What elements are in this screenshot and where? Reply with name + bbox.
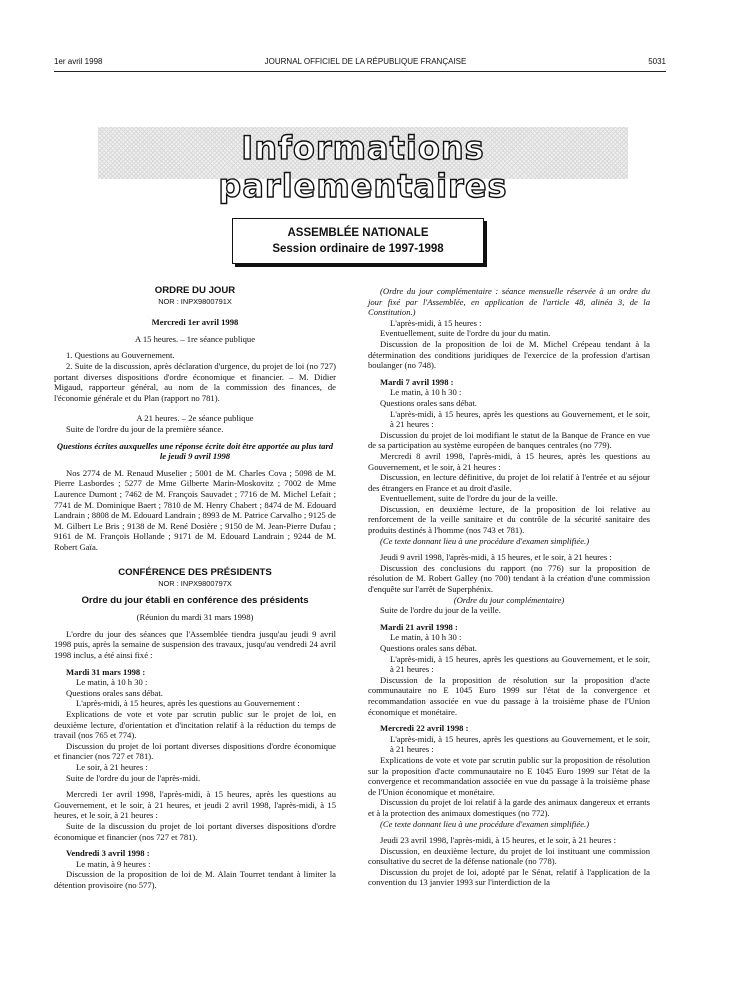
tourret: Discussion de la proposition de loi de M. Alain Tourret tendant à limiter la détention provisoire (no 577). [54,869,336,890]
header-journal: JOURNAL OFFICIEL DE LA RÉPUBLIQUE FRANÇAISE [264,57,467,66]
apm2: L'après-midi, à 15 heures : [390,317,482,328]
conference-subtitle: Ordre du jour établi en conférence des présidents [81,594,309,606]
simplif1: (Ce texte donnant lieu à une procédure d'examen simplifiée.) [380,535,590,546]
mardi21: Mardi 21 avril 1998 : [380,621,458,632]
jeudi23: Jeudi 23 avril 1998, l'après-midi, à 15 heures, et le soir, à 21 heures : [380,835,617,846]
item1: 1. Questions au Gouvernement. [66,350,175,361]
event2: Eventuellement, suite de l'ordre du jour de la veille. [380,493,558,504]
suite3: Suite de la discussion du projet de loi portant diverses dispositions d'ordre économique et financier (nos 727 et 781). [54,820,336,842]
matin4: Le matin, à 10 h 30 : [390,632,462,643]
jeudi9: Jeudi 9 avril 1998, l'après-midi, à 15 heures, et le soir, à 21 heures : [380,552,612,563]
odjc: (Ordre du jour complémentaire) [453,594,565,605]
soir1: Le soir, à 21 heures : [76,761,148,772]
banner-title: Informations parlementaires [218,129,508,205]
compl: (Ordre du jour complémentaire : séance mensuelle réservée à un ordre du jour fixé par l'Assemblée, en application de l'article 48, alinéa 3, de la Constitution.) [368,286,650,318]
merc22: Mercredi 22 avril 1998 : [380,723,469,734]
merc8: Mercredi 8 avril 1998, l'après-midi, à 15 heures, après les questions au Gouvernement, et le soir, à 21 heures : [368,450,650,472]
header-rule [54,71,666,72]
matin1: Le matin, à 10 h 30 : [76,677,148,688]
header-page: 5031 [648,57,666,66]
suite4: Suite de l'ordre du jour de la veille. [380,605,501,616]
disc1: Discussion du projet de loi portant diverses dispositions d'ordre économique et financier (nos 727 et 781). [54,740,336,762]
suite2: Suite de l'ordre du jour de l'après-midi. [66,772,201,783]
apm5: L'après-midi, à 15 heures, après les questions au Gouvernement, et le soir, à 21 heures : [390,733,650,755]
nor-1: NOR : INPX9800791X [158,296,232,306]
left-column [54,286,336,891]
section-title-conference: CONFÉRENCE DES PRÉSIDENTS [118,567,272,579]
merc-date: Mercredi 1er avril 1998 [151,317,239,328]
qo2: Questions orales sans débat. [380,397,477,408]
seance2: A 21 heures. – 2e séance publique [136,413,254,424]
sanitaire: Discussion, en deuxième lecture, de la proposition de loi relative au renforcement de la veille sanitaire et du contrôle de la sécurité sanitaire des produits destinés à l'homme (nos 743 et 781). [368,503,650,536]
apm3: L'après-midi, à 15 heures, après les questions au Gouvernement, et le soir, à 21 heures : [390,408,650,430]
simplif2: (Ce texte donnant lieu à une procédure d'examen simplifiée.) [380,818,590,829]
matin2: Le matin, à 9 heures : [76,858,151,869]
banque: Discussion du projet de loi modifiant le statut de la Banque de France en vue de sa participation au système européen de banques centrales (no 779). [368,429,650,451]
banner [98,127,628,205]
right-column [368,286,650,888]
qe-title: Questions écrites auxquelles une réponse écrite doit être apportée au plus tard le jeudi 9 avril 1998 [56,440,334,462]
euro2: Explications de vote et vote par scrutin public sur la proposition de résolution sur la proposition d'acte communautaire no E 1045 Euro 1999 sur l'état de la convergence et recommandation associée en vue du passage à la troisième phase de l'Union économique et monétaire. [368,754,650,797]
superphenix: Discussion des conclusions du rapport (no 776) sur la proposition de résolution de M. Robert Galley (no 700) tendant à la création d'une commission d'enquête sur l'arrêt de Superphénix. [368,562,650,595]
matin3: Le matin, à 10 h 30 : [390,387,462,398]
suite1: Suite de l'ordre du jour de la première séance. [66,423,224,434]
box-line2: Session ordinaire de 1997-1998 [272,243,444,255]
intro: L'ordre du jour des séances que l'Assemblée tiendra jusqu'au jeudi 9 avril 1998 puis, après la semaine de suspension des travaux, jusqu'au vendredi 24 avril 1998 inclus, a été ainsi fixé : [54,628,336,661]
qo3: Questions orales sans débat. [380,643,477,653]
nor-2: NOR : INPX9800797X [158,579,232,589]
qe-list: Nos 2774 de M. Renaud Muselier ; 5001 de M. Charles Cova ; 5098 de M. Pierre Lasbordes ; 5277 de Mme Gilberte Marin-Moskovitz ; 7002 de Mme Laurence Dumont ; 7462 de M. François Sauvadet ; 7716 de M. Michel Lefait ; 7741 de M. Dominique Baert ; 7810 de M. Henry Chabert ; 8474 de M. Edouard Landrain ; 8808 de M. Edouard Landrain ; 8993 de M. Patrice Carvalho ; 9125 de M. Gilbert Le Bris ; 9138 de M. René Dosière ; 9150 de M. Jean-Pierre Dufau ; 9161 de M. François Hollande ; 9171 de M. Edouard Landrain ; 9244 de M. Robert Gaïa. [54,467,336,552]
assembly-box [232,218,484,264]
qo1: Questions orales sans débat. [66,687,163,698]
animaux: Discussion du projet de loi relatif à la garde des animaux dangereux et errants et à la protection des animaux domestiques (no 772). [368,797,650,818]
event1: Eventuellement, suite de l'ordre du jour du matin. [380,328,551,339]
expl: Explications de vote et vote par scrutin public sur le projet de loi, en deuxième lecture, d'orientation et d'incitation relatif à la réduction du temps de travail (nos 765 et 774). [54,709,336,741]
secret: Discussion, en deuxième lecture, du projet de loi instituant une commission consultative du secret de la défense nationale (no 778). [368,845,650,867]
header-date: 1er avril 1998 [54,57,103,66]
seance1: A 15 heures. – 1re séance publique [134,333,256,344]
etrangers: Discussion, en lecture définitive, du projet de loi relatif à l'entrée et au séjour des étrangers en France et au droit d'asile. [368,472,650,493]
box-line1: ASSEMBLÉE NATIONALE [287,227,429,239]
crepeau: Discussion de la proposition de loi de M. Michel Crépeau tendant à la détermination des conditions juridiques de l'exercice de la profession d'artisan boulanger (no 748). [368,338,650,371]
senat: Discussion du projet de loi, adopté par le Sénat, relatif à l'application de la convention du 13 janvier 1993 sur l'interdiction de la [368,866,650,888]
section-title-ordre: ORDRE DU JOUR [154,285,236,296]
euro1: Discussion de la proposition de résolution sur la proposition d'acte communautaire no E 1045 Euro 1999 sur l'état de la convergence et recommandation associée en vue du passage à la troisième phase de l'Union économique et monétaire. [368,674,650,717]
mardi31: Mardi 31 mars 1998 : [66,666,146,677]
apm1: L'après-midi, à 15 heures, après les questions au Gouvernement : [76,698,300,709]
mardi7: Mardi 7 avril 1998 : [380,376,454,387]
merc1: Mercredi 1er avril 1998, l'après-midi, à 15 heures, après les questions au Gouvernement, et le soir, à 21 heures, et jeudi 2 avril 1998, l'après-midi, à 15 heures, et le soir, à 21 heures : [54,789,336,821]
item2: 2. Suite de la discussion, après déclaration d'urgence, du projet de loi (no 727) portant diverses dispositions d'ordre économique et financier. – M. Didier Migaud, rapporteur général, au nom de la commission des finances, de l'économie générale et du Plan (rapport no 781). [54,360,336,403]
vend3: Vendredi 3 avril 1998 : [66,848,150,859]
reunion: (Réunion du mardi 31 mars 1998) [136,612,254,623]
apm4: L'après-midi, à 15 heures, après les questions au Gouvernement, et le soir, à 21 heures : [390,653,650,675]
